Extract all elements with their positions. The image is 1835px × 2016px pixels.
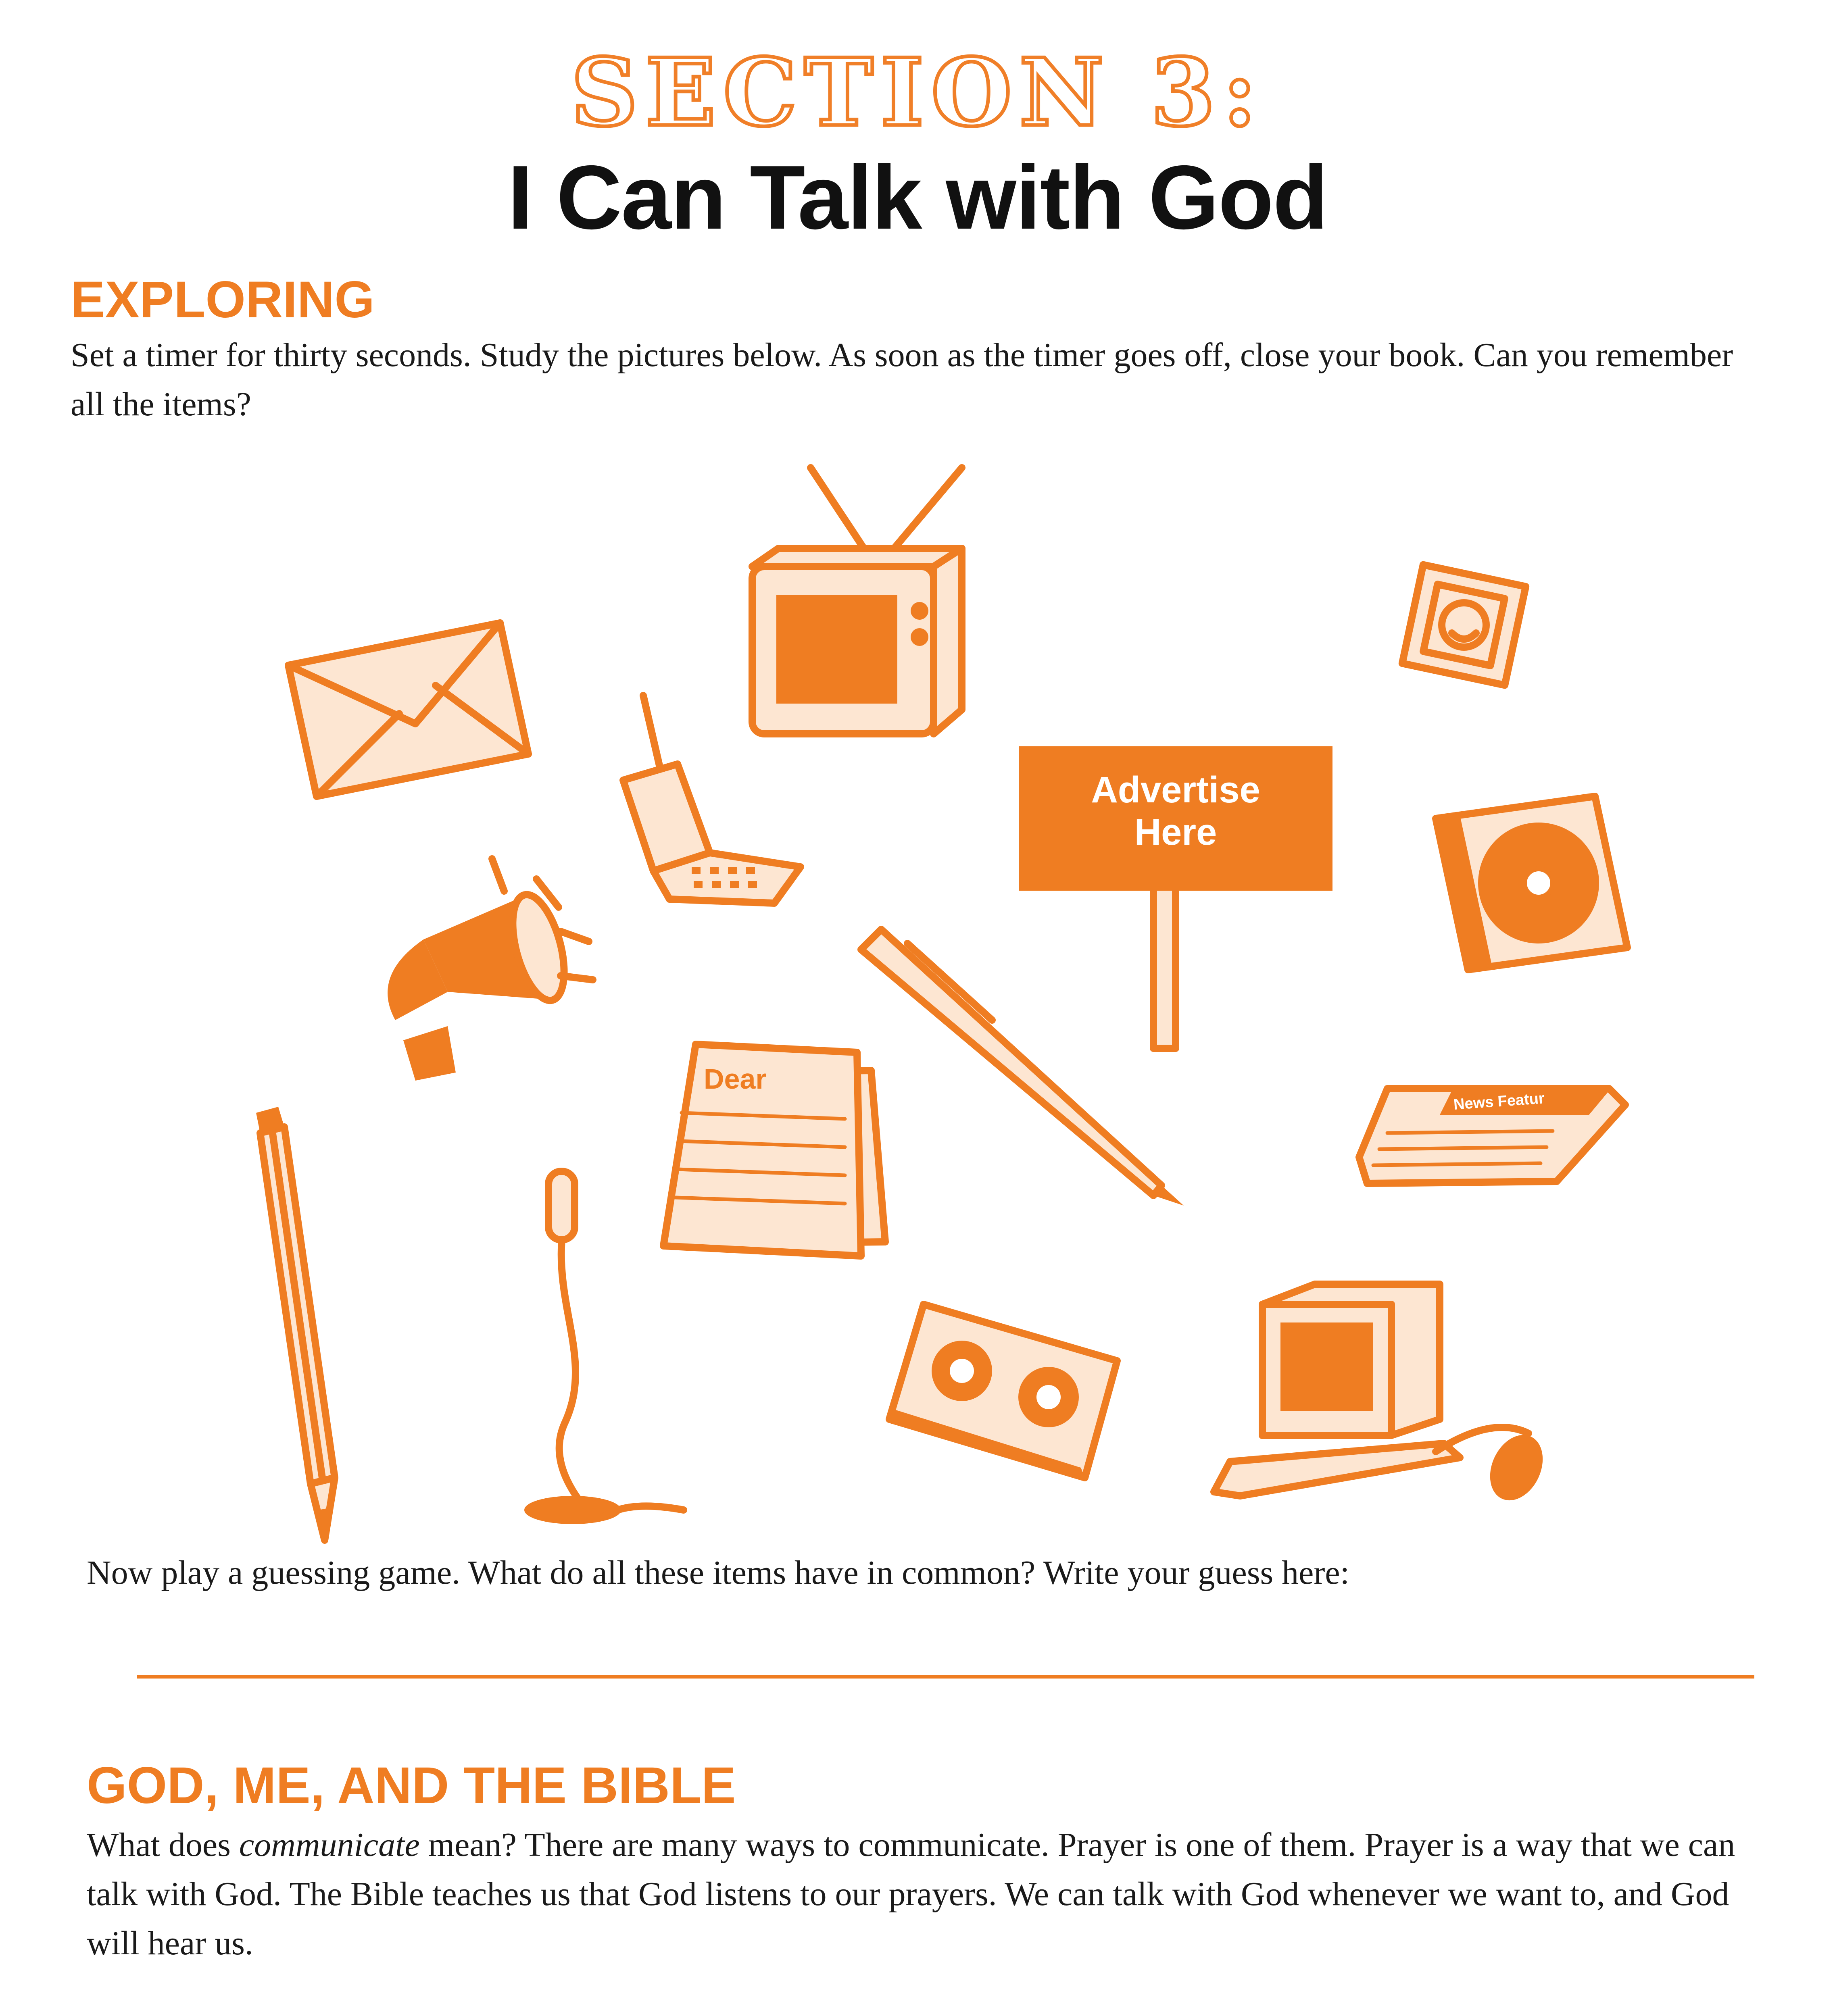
guess-prompt: Now play a guessing game. What do all these items have in common? Write your guess here: [87, 1554, 1350, 1591]
bible-intro: What does communicate mean? There are many ways to communicate. Prayer is one of them. Prayer is a way that we can talk with God. The Bible teaches us that God listens to our prayers. We can talk with God whenever we want to, and God will hear us. [87, 1826, 1735, 1962]
answer-line[interactable] [137, 1675, 1754, 1679]
bible-heading: GOD, ME, AND THE BIBLE [87, 1757, 736, 1814]
svg-text:Advertise: Advertise [1091, 769, 1260, 810]
newspaper-icon [1359, 1089, 1625, 1183]
svg-text:Dear: Dear [704, 1063, 767, 1095]
notepad-icon [663, 1044, 885, 1256]
exploring-heading: EXPLORING [71, 271, 375, 329]
pencil-icon [256, 1107, 335, 1540]
svg-text:Here: Here [1134, 812, 1217, 853]
pen-icon [861, 929, 1184, 1206]
section-label: SECTION 3: [571, 38, 1264, 147]
envelope-icon [288, 623, 528, 796]
megaphone-icon [388, 859, 593, 1081]
microphone-icon [524, 1171, 684, 1524]
television-icon [752, 468, 962, 734]
advertise-sign-icon [1022, 750, 1329, 1048]
svg-text:News Featur: News Featur [1453, 1090, 1545, 1113]
cassette-tape-icon [889, 1304, 1117, 1478]
exploring-instructions: Set a timer for thirty seconds. Study the pictures below. As soon as the timer goes off, close your book. Can you remember all the items? [71, 336, 1733, 423]
stamp-icon [1402, 565, 1526, 685]
page-title: I Can Talk with God [507, 146, 1328, 248]
cd-icon [1436, 796, 1627, 970]
computer-icon [1214, 1284, 1553, 1509]
